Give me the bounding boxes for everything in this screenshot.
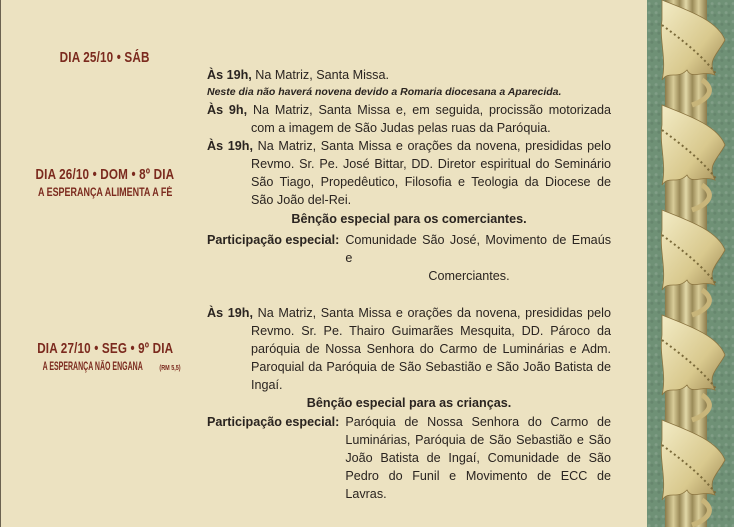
participation — [207, 231, 611, 267]
day-title: DIA 25/10 • SÁB — [60, 49, 150, 66]
day-title: DIA 27/10 • SEG • 9º DIA — [36, 340, 174, 357]
participation-label: Participação especial: — [207, 233, 340, 247]
page-edge — [0, 0, 1, 527]
blessing-text: Bênção especial para os comerciantes. — [291, 212, 527, 226]
schedule-entry — [207, 101, 611, 137]
entry-text: Na Matriz, Santa Missa e orações da novena, presididas pelo Revmo. Sr. Pe. José Bittar, DD. Diretor espiritual do Seminário São Tiago, Propedêutico, Filosofia e Teologia da Diocese de São João del-Rei. — [251, 139, 611, 207]
schedule-entry — [207, 137, 611, 209]
subtitle-ref: (RM 5,5) — [159, 365, 182, 372]
subtitle-text: A ESPERANÇA ALIMENTA A FÉ — [37, 187, 173, 199]
day-schedule-27 — [207, 304, 611, 503]
entry-time: Às 19h, — [207, 68, 252, 82]
participation-text: Comunidade São José, Movimento de Emaús e — [345, 233, 611, 265]
day-schedule-25 — [207, 66, 611, 100]
blessing-text: Bênção especial para as crianças. — [306, 396, 512, 410]
day-subtitle — [0, 187, 210, 199]
schedule-entry — [207, 66, 611, 84]
schedule-entry — [207, 304, 611, 394]
ornamental-border — [647, 0, 734, 527]
entry-time: Às 19h, — [207, 306, 253, 320]
day-label-27 — [0, 340, 210, 373]
entry-text: Na Matriz, Santa Missa e orações da novena, presididas pelo Revmo. Sr. Pe. Thairo Guimarães Mesquita, DD. Pároco da paróquia de Nossa Senhora do Carmo de Luminárias e Adm. Paroquial da Paróquia de São Sebastião e São João Batista de Ingaí. — [251, 306, 611, 392]
day-note: Neste dia não haverá novena devido a Romaria diocesana a Aparecida. — [207, 86, 562, 98]
subtitle-text: A ESPERANÇA NÃO ENGANA — [43, 361, 144, 373]
day-subtitle — [0, 361, 210, 373]
acanthus-leaf-ornament-icon — [647, 0, 734, 527]
day-title: DIA 26/10 • DOM • 8º DIA — [35, 166, 175, 183]
participation — [207, 413, 611, 503]
entry-text: Na Matriz, Santa Missa. — [251, 68, 389, 82]
participation-text-cont: Comerciantes. — [428, 269, 510, 283]
participation-label: Participação especial: — [207, 415, 340, 429]
day-label-26 — [0, 166, 210, 199]
participation-text: Paróquia de Nossa Senhora do Carmo de Luminárias, Paróquia de São Sebastião e São João Batista de Ingaí, Comunidade de São Pedro do Funil e Movimento de ECC de Lavras. — [345, 415, 611, 501]
day-label-25 — [0, 49, 210, 67]
entry-text: Na Matriz, Santa Missa e, em seguida, procissão motorizada com a imagem de São Judas pelas ruas da Paróquia. — [247, 103, 611, 135]
entry-time: Às 9h, — [207, 103, 248, 117]
entry-time: Às 19h, — [207, 139, 253, 153]
day-schedule-26 — [207, 101, 611, 285]
